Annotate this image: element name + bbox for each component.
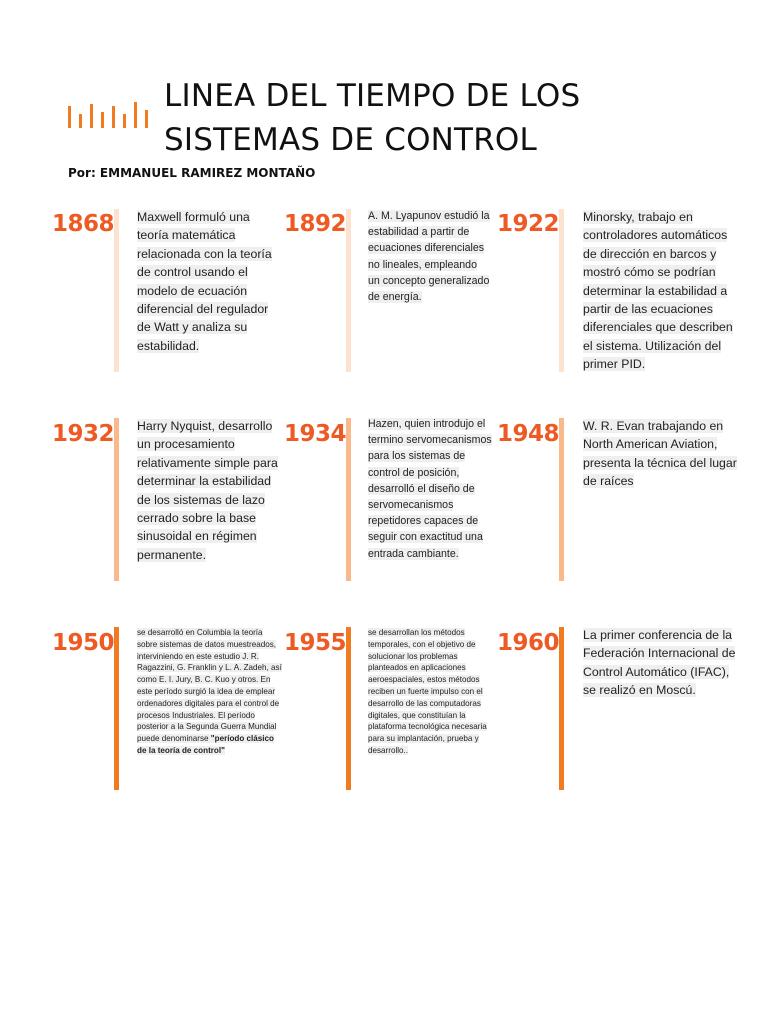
- event-description: Harry Nyquist, desarrollo un procesamiento relativamente simple para determinar la estabilidad de los sistemas de lazo cerrado sobre la base sinusoidal en régimen permanente.: [137, 419, 278, 562]
- event-description: se desarrolló en Columbia la teoría sobre sistemas de datos muestreados, interviniendo en este estudio J. R. Ragazzini, G. Franklin y L. A. Zadeh, así como E. I. Jury, B. C. Kuo y otros. En este período surgió la idea de emplear ordenadores digitales para el control de procesos Industriales. El período posterior a la Segunda Guerra Mundial puede denominarse "período clásico de la teoría de control": [137, 628, 282, 755]
- timeline-bar: [114, 418, 119, 581]
- event-description: A. M. Lyapunov estudió la estabilidad a partir de ecuaciones diferenciales no lineales, empleando un concepto generalizado de energía.: [368, 210, 490, 304]
- bar-chart-icon: [68, 100, 154, 128]
- timeline-bar: [114, 209, 119, 372]
- timeline-bar: [559, 418, 564, 581]
- timeline-bar: [559, 627, 564, 790]
- year-label: 1932: [52, 421, 115, 447]
- page-title: [164, 74, 724, 162]
- timeline-bar: [346, 627, 351, 790]
- event-description: Hazen, quien introdujo el termino servomecanismos para los sistemas de control de posición, desarrolló el diseño de servomecanismos repetidores capaces de seguir con exactitud una entrada cambiante.: [368, 418, 492, 560]
- title-line-1: LINEA DEL TIEMPO DE LOS: [164, 78, 581, 114]
- event-description: La primer conferencia de la Federación Internacional de Control Automático (IFAC), se realizó en Moscú.: [583, 628, 736, 698]
- year-label: 1955: [284, 630, 347, 656]
- event-description: Minorsky, trabajo en controladores automáticos de dirección en barcos y mostró cómo se podrían determinar la estabilidad a partir de las ecuaciones diferenciales que describen el sistema. Utilización del primer PID.: [583, 210, 733, 372]
- title-line-2: SISTEMAS DE CONTROL: [164, 122, 537, 158]
- year-label: 1934: [284, 421, 347, 447]
- event-description: Maxwell formuló una teoría matemática relacionada con la teoría de control usando el modelo de ecuación diferencial del regulador de Watt y analiza su estabilidad.: [137, 210, 272, 353]
- timeline-bar: [559, 209, 564, 372]
- timeline-bar: [346, 209, 351, 372]
- event-description: se desarrollan los métodos temporales, con el objetivo de solucionar los problemas planteados en aplicaciones aeroespaciales, estos métodos reciben un fuerte impulso con el desarrollo de las computadoras digitales, que constituían la plataforma tecnológica necesaria para su implantación, prueba y desarrollo..: [368, 628, 487, 755]
- timeline-bar: [346, 418, 351, 581]
- author-line: Por: EMMANUEL RAMIREZ MONTAÑO: [68, 166, 316, 180]
- year-label: 1892: [284, 211, 347, 237]
- year-label: 1960: [497, 630, 560, 656]
- year-label: 1948: [497, 421, 560, 447]
- year-label: 1950: [52, 630, 115, 656]
- event-description: W. R. Evan trabajando en North American Aviation, presenta la técnica del lugar de raíces: [583, 419, 737, 489]
- highlight-phrase: "período clásico de la teoría de control": [137, 734, 275, 755]
- timeline-bar: [114, 627, 119, 790]
- year-label: 1922: [497, 211, 560, 237]
- year-label: 1868: [52, 211, 115, 237]
